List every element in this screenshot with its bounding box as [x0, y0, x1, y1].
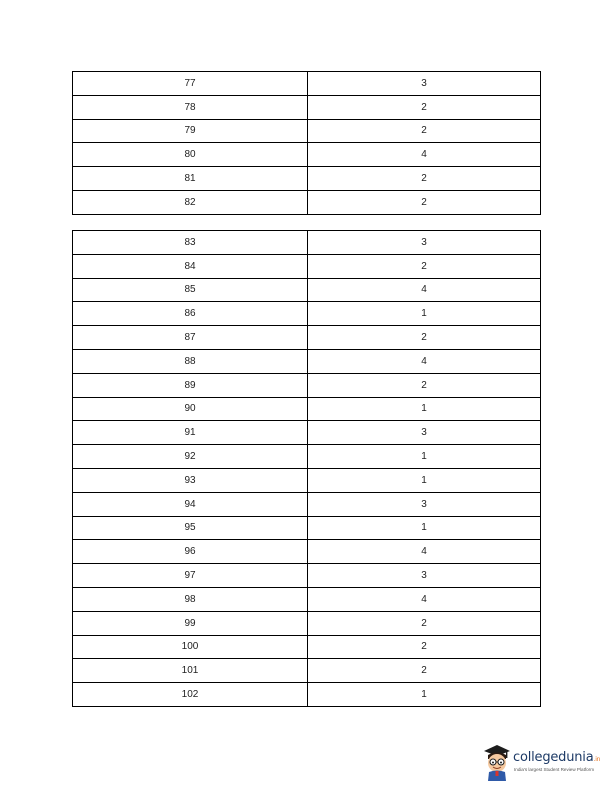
answer-cell: 3: [308, 564, 541, 588]
table-row: [73, 119, 541, 143]
answer-cell: 4: [308, 143, 541, 167]
table-row: [73, 278, 541, 302]
question-number-cell: 78: [73, 95, 308, 119]
answer-table-1: [72, 71, 541, 215]
table-row: [73, 95, 541, 119]
answer-cell: 2: [308, 167, 541, 191]
answer-cell: 2: [308, 95, 541, 119]
table-row: [73, 635, 541, 659]
table-row: [73, 397, 541, 421]
answer-cell: 3: [308, 231, 541, 255]
question-number-cell: 101: [73, 659, 308, 683]
logo-wordmark: collegedunia.in: [513, 750, 601, 765]
question-number-cell: 77: [73, 72, 308, 96]
collegedunia-logo: [482, 742, 606, 782]
table-row: [73, 72, 541, 96]
table-row: [73, 468, 541, 492]
question-number-cell: 100: [73, 635, 308, 659]
table-row: [73, 373, 541, 397]
answer-cell: 2: [308, 254, 541, 278]
answer-cell: 3: [308, 72, 541, 96]
answer-cell: 4: [308, 349, 541, 373]
table-row: [73, 564, 541, 588]
question-number-cell: 82: [73, 190, 308, 214]
answer-cell: 1: [308, 468, 541, 492]
student-mascot-icon: [482, 742, 512, 782]
answer-cell: 4: [308, 540, 541, 564]
answer-cell: 4: [308, 278, 541, 302]
table-row: [73, 254, 541, 278]
table-row: [73, 421, 541, 445]
answer-table-2-body: [73, 231, 541, 707]
table-row: [73, 587, 541, 611]
question-number-cell: 90: [73, 397, 308, 421]
table-row: [73, 190, 541, 214]
question-number-cell: 86: [73, 302, 308, 326]
table-row: [73, 516, 541, 540]
question-number-cell: 85: [73, 278, 308, 302]
question-number-cell: 95: [73, 516, 308, 540]
answer-table-1-body: [73, 72, 541, 215]
answer-table-2: [72, 230, 541, 707]
question-number-cell: 80: [73, 143, 308, 167]
table-row: [73, 611, 541, 635]
question-number-cell: 89: [73, 373, 308, 397]
answer-cell: 2: [308, 190, 541, 214]
question-number-cell: 88: [73, 349, 308, 373]
table-row: [73, 349, 541, 373]
question-number-cell: 102: [73, 683, 308, 707]
question-number-cell: 99: [73, 611, 308, 635]
answer-cell: 2: [308, 326, 541, 350]
table-row: [73, 302, 541, 326]
question-number-cell: 96: [73, 540, 308, 564]
answer-cell: 2: [308, 119, 541, 143]
question-number-cell: 91: [73, 421, 308, 445]
answer-cell: 3: [308, 421, 541, 445]
question-number-cell: 83: [73, 231, 308, 255]
answer-cell: 1: [308, 445, 541, 469]
table-row: [73, 231, 541, 255]
logo-tagline: India's largest Student Review Platform: [514, 767, 595, 772]
question-number-cell: 84: [73, 254, 308, 278]
question-number-cell: 87: [73, 326, 308, 350]
question-number-cell: 98: [73, 587, 308, 611]
question-number-cell: 94: [73, 492, 308, 516]
answer-cell: 1: [308, 516, 541, 540]
table-row: [73, 326, 541, 350]
question-number-cell: 97: [73, 564, 308, 588]
table-row: [73, 167, 541, 191]
answer-cell: 1: [308, 683, 541, 707]
answer-cell: 2: [308, 373, 541, 397]
table-row: [73, 143, 541, 167]
answer-cell: 2: [308, 635, 541, 659]
answer-cell: 1: [308, 302, 541, 326]
answer-cell: 1: [308, 397, 541, 421]
question-number-cell: 92: [73, 445, 308, 469]
table-row: [73, 683, 541, 707]
table-row: [73, 659, 541, 683]
answer-cell: 2: [308, 659, 541, 683]
answer-cell: 2: [308, 611, 541, 635]
question-number-cell: 79: [73, 119, 308, 143]
table-row: [73, 540, 541, 564]
question-number-cell: 81: [73, 167, 308, 191]
answer-cell: 4: [308, 587, 541, 611]
table-row: [73, 445, 541, 469]
table-row: [73, 492, 541, 516]
answer-cell: 3: [308, 492, 541, 516]
question-number-cell: 93: [73, 468, 308, 492]
